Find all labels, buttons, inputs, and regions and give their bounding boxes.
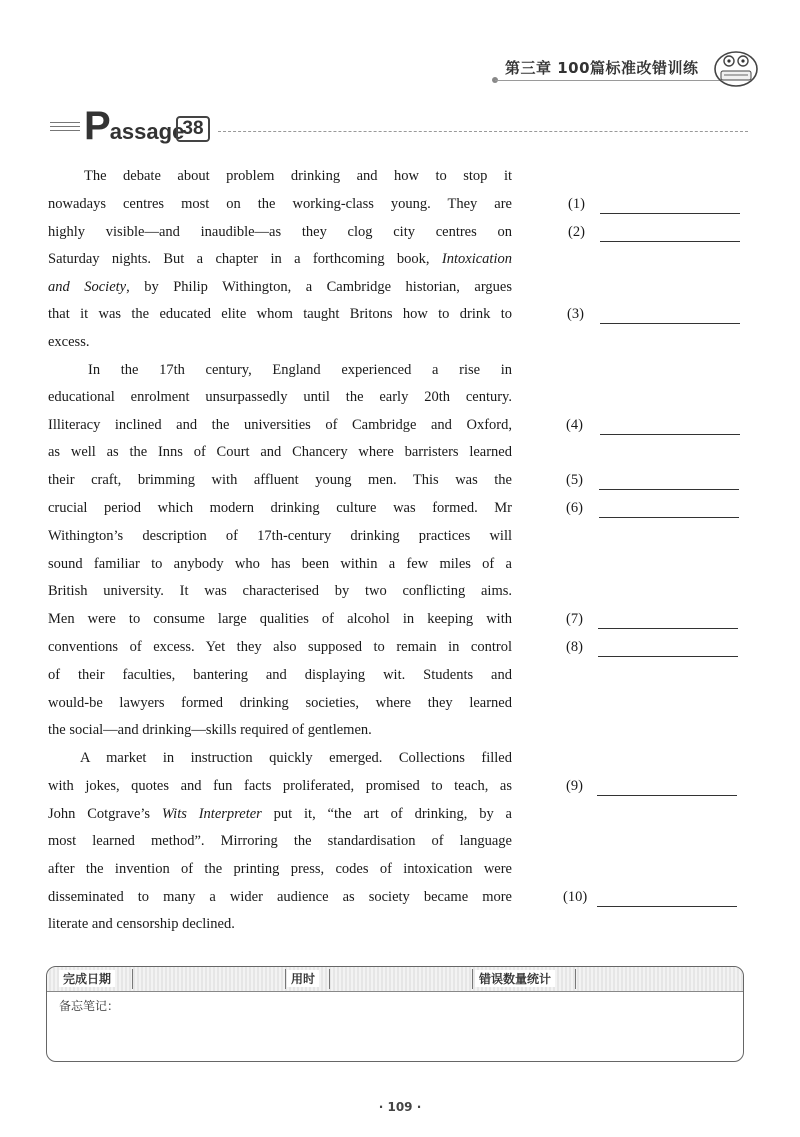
- text-line: [88, 362, 512, 379]
- answer-number: (10): [563, 889, 588, 905]
- text-segment: highly visible—and inaudible—as they clog city centres on: [48, 224, 512, 240]
- text-segment: crucial period which modern drinking culture was formed. Mr: [48, 500, 512, 516]
- header-separator: [329, 969, 330, 989]
- answer-number: (8): [566, 639, 583, 655]
- passage-title: Passage: [84, 104, 185, 148]
- header-separator: [472, 969, 473, 989]
- answer-blank-line[interactable]: [598, 656, 738, 657]
- answer-blank-line[interactable]: [599, 489, 739, 490]
- text-line: [48, 417, 512, 434]
- text-segment: their craft, brimming with affluent young men. This was the: [48, 472, 512, 488]
- text-segment: A market in instruction quickly emerged. Collections filled: [80, 750, 512, 766]
- answer-number: (7): [566, 611, 583, 627]
- header-separator: [132, 969, 133, 989]
- text-line: [48, 389, 512, 406]
- text-segment: In the 17th century, England experienced a rise in: [88, 362, 512, 378]
- text-line: [48, 528, 512, 545]
- answer-number: (4): [566, 417, 583, 433]
- text-line: [84, 168, 512, 185]
- memo-label: 备忘笔记：: [59, 999, 120, 1013]
- text-segment: The debate about problem drinking and how to stop it: [84, 168, 512, 184]
- answer-number: (6): [566, 500, 583, 516]
- text-segment: educational enrolment unsurpassedly until the early 20th century.: [48, 389, 512, 405]
- text-segment: Illiteracy inclined and the universities of Cambridge and Oxford,: [48, 417, 512, 433]
- text-segment: conventions of excess. Yet they also supposed to remain in control: [48, 639, 512, 655]
- answer-blank-line[interactable]: [600, 434, 740, 435]
- notes-header: [47, 967, 743, 992]
- answer-number: (1): [568, 196, 585, 212]
- text-line: [48, 861, 512, 878]
- text-line: [48, 224, 512, 241]
- text-line: [80, 750, 512, 767]
- text-segment: disseminated to many a wider audience as society became more: [48, 889, 512, 905]
- text-segment: most learned method”. Mirroring the standardisation of language: [48, 833, 512, 849]
- text-line: [48, 889, 512, 906]
- text-segment: John Cotgrave’s: [48, 806, 162, 822]
- text-segment: Saturday nights. But a chapter in a forthcoming book,: [48, 251, 442, 267]
- text-segment: excess.: [48, 334, 90, 350]
- text-line: [48, 279, 512, 296]
- text-line: [48, 667, 512, 684]
- text-line: [48, 583, 512, 600]
- answer-blank-line[interactable]: [598, 628, 738, 629]
- text-line: [48, 444, 512, 461]
- text-segment: with jokes, quotes and fun facts proliferated, promised to teach, as: [48, 778, 512, 794]
- text-segment: the social—and drinking—skills required of gentlemen.: [48, 722, 372, 738]
- text-line: [48, 251, 512, 268]
- text-line: [48, 806, 512, 823]
- text-line: [48, 611, 512, 628]
- answer-number: (9): [566, 778, 583, 794]
- text-line: [48, 500, 512, 517]
- text-segment: Wits Interpreter: [161, 806, 262, 822]
- text-line: [48, 472, 512, 489]
- answer-number: (5): [566, 472, 583, 488]
- chapter-title: 第三章 100篇标准改错训练: [505, 59, 699, 77]
- text-segment: of their faculties, bantering and displaying wit. Students and: [48, 667, 512, 683]
- answer-blank-line[interactable]: [599, 517, 739, 518]
- text-segment: British university. It was characterised by two conflicting aims.: [48, 583, 512, 599]
- answer-blank-line[interactable]: [600, 241, 740, 242]
- passage-number: 38: [176, 116, 210, 142]
- text-line: [48, 916, 512, 933]
- text-segment: sound familiar to anybody who has been within a few miles of a: [48, 556, 512, 572]
- text-segment: put it, “the art of drinking, by a: [261, 806, 512, 822]
- page-number: · 109 ·: [378, 1100, 422, 1114]
- time-used-label: 用时: [287, 970, 319, 987]
- header-separator: [575, 969, 576, 989]
- header-rule: [495, 80, 720, 81]
- answer-number: (2): [568, 224, 585, 240]
- text-line: [48, 306, 512, 323]
- text-line: [48, 778, 512, 795]
- text-segment: after the invention of the printing press, codes of intoxication were: [48, 861, 512, 877]
- header-separator: [285, 969, 286, 989]
- text-line: [48, 334, 512, 351]
- answer-blank-line[interactable]: [597, 795, 737, 796]
- text-segment: Men were to consume large qualities of alcohol in keeping with: [48, 611, 512, 627]
- text-segment: as well as the Inns of Court and Chancery where barristers learned: [48, 444, 512, 460]
- text-segment: nowadays centres most on the working-class young. They are: [48, 196, 512, 212]
- decorative-lines: [50, 122, 80, 134]
- text-line: [48, 722, 512, 739]
- text-line: [48, 833, 512, 850]
- text-segment: that it was the educated elite whom taught Britons how to drink to: [48, 306, 512, 322]
- notes-box: [46, 966, 744, 1062]
- answer-blank-line[interactable]: [600, 323, 740, 324]
- text-line: [48, 695, 512, 712]
- completion-date-label: 完成日期: [59, 970, 115, 987]
- answer-blank-line[interactable]: [597, 906, 737, 907]
- answer-number: (3): [567, 306, 584, 322]
- text-line: [48, 196, 512, 213]
- error-count-label: 错误数量统计: [475, 970, 555, 987]
- answer-blank-line[interactable]: [600, 213, 740, 214]
- text-segment: Intoxication: [441, 251, 512, 267]
- text-line: [48, 639, 512, 656]
- text-segment: , by Philip Withington, a Cambridge historian, argues: [126, 279, 512, 295]
- text-line: [48, 556, 512, 573]
- passage-rule: [218, 131, 748, 132]
- text-segment: and Society: [48, 279, 127, 295]
- text-segment: would-be lawyers formed drinking societies, where they learned: [48, 695, 512, 711]
- mascot-logo-icon: [712, 45, 760, 89]
- text-segment: literate and censorship declined.: [48, 916, 235, 932]
- text-segment: Withington’s description of 17th-century drinking practices will: [48, 528, 512, 544]
